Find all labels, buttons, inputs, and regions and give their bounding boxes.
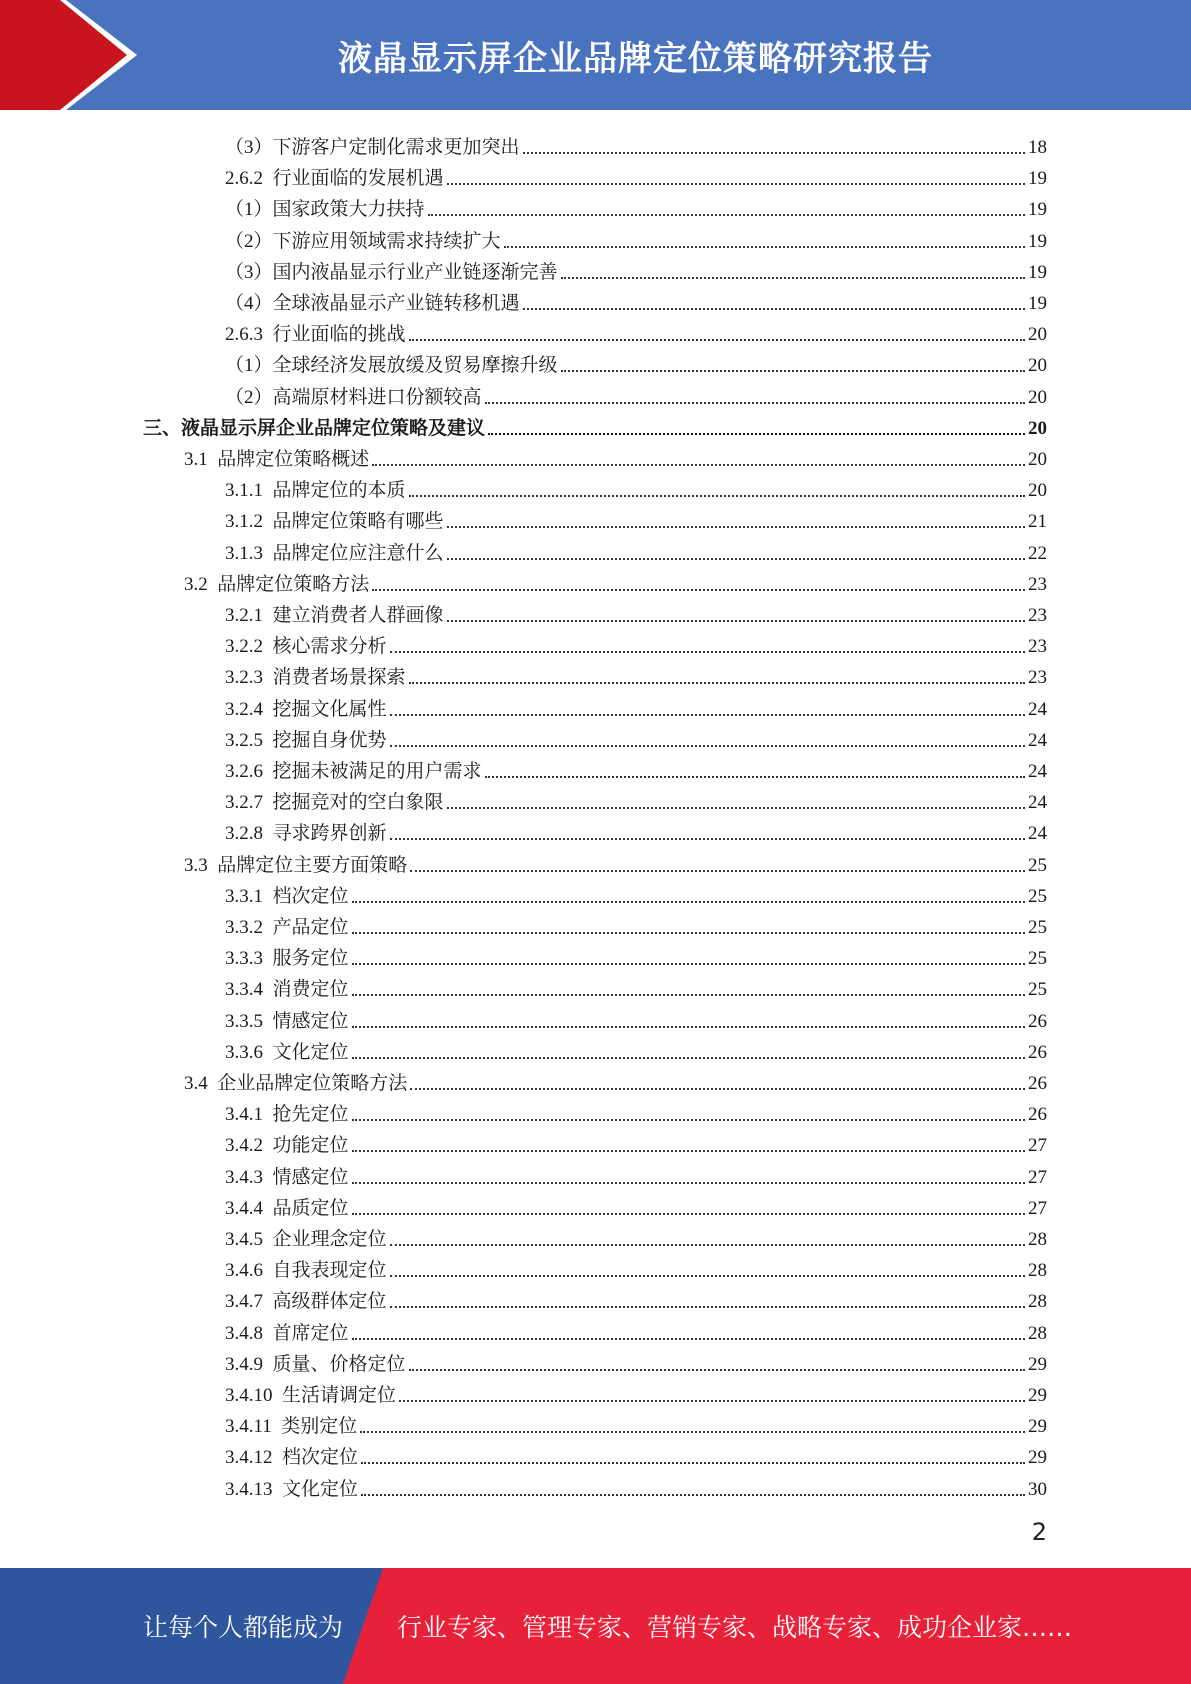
toc-entry-label: 3.2.2 核心需求分析 bbox=[225, 636, 387, 658]
toc-entry[interactable] bbox=[225, 877, 1047, 908]
toc-entry-label: 3.4.6 自我表现定位 bbox=[225, 1260, 387, 1282]
toc-entry-page: 25 bbox=[1028, 979, 1047, 1001]
toc-entry-page: 28 bbox=[1028, 1322, 1047, 1344]
toc-dot-leader bbox=[447, 807, 1025, 809]
toc-entry[interactable] bbox=[225, 658, 1047, 689]
toc-entry-page: 26 bbox=[1028, 1041, 1047, 1063]
toc-entry-label: （3）国内液晶显示行业产业链逐渐完善 bbox=[225, 261, 558, 283]
toc-entry-label: （2）高端原材料进口份额较高 bbox=[225, 386, 482, 408]
toc-entry-page: 24 bbox=[1028, 698, 1047, 720]
toc-entry[interactable] bbox=[225, 1407, 1047, 1438]
footer-slogan-left: 让每个人都能成为 bbox=[143, 1613, 344, 1642]
toc-entry-page: 23 bbox=[1028, 605, 1047, 626]
toc-dot-leader bbox=[488, 433, 1025, 435]
toc-entry-page: 24 bbox=[1028, 823, 1047, 845]
toc-entry[interactable] bbox=[184, 440, 1047, 471]
toc-entry-page: 20 bbox=[1028, 355, 1047, 377]
toc-entry[interactable] bbox=[225, 752, 1047, 783]
toc-entry-label: 3.3.3 服务定位 bbox=[225, 948, 349, 970]
toc-entry-page: 29 bbox=[1028, 1385, 1047, 1406]
toc-entry-label: 2.6.2 行业面临的发展机遇 bbox=[225, 168, 444, 190]
toc-entry-page: 26 bbox=[1028, 1104, 1047, 1126]
toc-dot-leader bbox=[361, 1462, 1025, 1464]
toc-dot-leader bbox=[390, 651, 1025, 653]
toc-entry-page: 19 bbox=[1028, 230, 1047, 252]
toc-dot-leader bbox=[352, 1119, 1025, 1121]
toc-dot-leader bbox=[390, 714, 1025, 716]
toc-entry-page: 19 bbox=[1028, 199, 1047, 221]
toc-entry-page: 24 bbox=[1028, 761, 1047, 782]
toc-dot-leader bbox=[390, 1275, 1025, 1277]
toc-entry-label: 3.4 企业品牌定位策略方法 bbox=[184, 1073, 408, 1094]
toc-entry-label: （1）全球经济发展放缓及贸易摩擦升级 bbox=[225, 355, 558, 377]
toc-entry-label: 3.1.2 品牌定位策略有哪些 bbox=[225, 511, 444, 533]
toc-entry-label: 3.2.8 寻求跨界创新 bbox=[225, 823, 387, 845]
page-number: 2 bbox=[1031, 1518, 1047, 1546]
toc-dot-leader bbox=[352, 1057, 1025, 1059]
toc-dot-leader bbox=[447, 526, 1025, 528]
toc-dot-leader bbox=[485, 402, 1025, 404]
toc-dot-leader bbox=[447, 183, 1025, 185]
toc-dot-leader bbox=[523, 152, 1025, 154]
toc-entry-page: 23 bbox=[1028, 573, 1047, 595]
toc-dot-leader bbox=[372, 589, 1025, 591]
toc-dot-leader bbox=[352, 901, 1025, 903]
toc-entry[interactable] bbox=[225, 1251, 1047, 1282]
toc-entry-page: 20 bbox=[1028, 480, 1047, 502]
toc-entry[interactable] bbox=[225, 721, 1047, 752]
toc-entry-page: 29 bbox=[1028, 1416, 1047, 1438]
toc-entry-label: 3.1.1 品牌定位的本质 bbox=[225, 480, 406, 502]
toc-entry-label: 3.2.4 挖掘文化属性 bbox=[225, 698, 387, 720]
toc-dot-leader bbox=[352, 932, 1025, 934]
toc-dot-leader bbox=[390, 1306, 1025, 1308]
toc-entry-page: 21 bbox=[1028, 511, 1047, 533]
toc-entry-label: 3.2.6 挖掘未被满足的用户需求 bbox=[225, 761, 482, 782]
toc-entry[interactable] bbox=[225, 471, 1047, 502]
toc-entry-label: 3.4.9 质量、价格定位 bbox=[225, 1353, 406, 1375]
toc-entry-label: 3.4.13 文化定位 bbox=[225, 1478, 359, 1500]
toc-entry[interactable] bbox=[225, 814, 1047, 845]
toc-dot-leader bbox=[447, 558, 1025, 560]
red-chevron-icon bbox=[0, 0, 150, 110]
toc-entry[interactable] bbox=[225, 1158, 1047, 1189]
toc-entry[interactable] bbox=[225, 1033, 1047, 1064]
toc-entry[interactable] bbox=[225, 690, 1047, 721]
toc-entry-label: 3.4.2 功能定位 bbox=[225, 1135, 349, 1157]
toc-entry-page: 25 bbox=[1028, 854, 1047, 876]
toc-dot-leader bbox=[409, 682, 1025, 684]
toc-dot-leader bbox=[561, 370, 1025, 372]
toc-entry[interactable] bbox=[225, 1314, 1047, 1345]
toc-dot-leader bbox=[352, 963, 1025, 965]
toc-entry-label: （2）下游应用领域需求持续扩大 bbox=[225, 230, 501, 252]
toc-dot-leader bbox=[352, 1150, 1025, 1152]
toc-entry-label: 3.3.6 文化定位 bbox=[225, 1041, 349, 1063]
toc-entry-label: 3.4.11 类别定位 bbox=[225, 1416, 358, 1438]
toc-entry[interactable] bbox=[225, 284, 1047, 315]
toc-entry-label: 3.3 品牌定位主要方面策略 bbox=[184, 854, 408, 876]
toc-dot-leader bbox=[399, 1400, 1025, 1402]
toc-entry-page: 27 bbox=[1028, 1135, 1047, 1157]
toc-dot-leader bbox=[352, 994, 1025, 996]
toc-dot-leader bbox=[352, 1182, 1025, 1184]
toc-entry-page: 24 bbox=[1028, 792, 1047, 814]
toc-entry[interactable] bbox=[225, 346, 1047, 377]
toc-dot-leader bbox=[390, 1244, 1025, 1246]
toc-dot-leader bbox=[352, 1026, 1025, 1028]
toc-entry[interactable] bbox=[225, 1470, 1047, 1501]
toc-entry[interactable] bbox=[225, 939, 1047, 970]
toc-entry[interactable] bbox=[143, 409, 1047, 440]
toc-entry-label: 3.3.2 产品定位 bbox=[225, 917, 349, 938]
toc-entry-page: 20 bbox=[1028, 386, 1047, 408]
toc-entry-label: 3.4.8 首席定位 bbox=[225, 1322, 349, 1344]
toc-entry-label: 3.4.1 抢先定位 bbox=[225, 1104, 349, 1126]
toc-dot-leader bbox=[485, 776, 1025, 778]
toc-entry-page: 19 bbox=[1028, 293, 1047, 314]
toc-entry-page: 19 bbox=[1028, 261, 1047, 283]
toc-dot-leader bbox=[523, 308, 1025, 310]
toc-dot-leader bbox=[409, 495, 1025, 497]
toc-entry-label: 3.3.5 情感定位 bbox=[225, 1010, 349, 1032]
toc-entry-label: 3.2.3 消费者场景探索 bbox=[225, 667, 406, 689]
toc-entry-page: 25 bbox=[1028, 885, 1047, 907]
toc-dot-leader bbox=[390, 838, 1025, 840]
toc-entry-label: （3）下游客户定制化需求更加突出 bbox=[225, 137, 520, 158]
footer-banner bbox=[0, 1568, 1191, 1684]
toc-entry[interactable] bbox=[225, 596, 1047, 627]
toc-entry[interactable] bbox=[225, 159, 1047, 190]
toc-entry[interactable] bbox=[225, 378, 1047, 409]
toc-entry-label: 三、液晶显示屏企业品牌定位策略及建议 bbox=[143, 417, 486, 439]
toc-dot-leader bbox=[504, 246, 1025, 248]
toc-entry-page: 27 bbox=[1028, 1166, 1047, 1188]
toc-entry-page: 25 bbox=[1028, 917, 1047, 938]
toc-entry[interactable] bbox=[225, 534, 1047, 565]
toc-entry[interactable] bbox=[225, 908, 1047, 939]
toc-entry-page: 19 bbox=[1028, 168, 1047, 190]
toc-entry[interactable] bbox=[225, 1438, 1047, 1469]
toc-dot-leader bbox=[409, 1369, 1025, 1371]
toc-entry[interactable] bbox=[225, 253, 1047, 284]
toc-entry-page: 23 bbox=[1028, 636, 1047, 658]
toc-dot-leader bbox=[360, 1431, 1025, 1433]
toc-dot-leader bbox=[447, 620, 1025, 622]
toc-entry-page: 28 bbox=[1028, 1291, 1047, 1313]
toc-entry-page: 26 bbox=[1028, 1010, 1047, 1032]
toc-dot-leader bbox=[352, 1338, 1025, 1340]
toc-dot-leader bbox=[561, 277, 1025, 279]
toc-entry-page: 20 bbox=[1028, 417, 1047, 439]
toc-entry[interactable] bbox=[225, 1189, 1047, 1220]
toc-entry[interactable] bbox=[225, 128, 1047, 159]
toc-entry[interactable] bbox=[184, 1064, 1047, 1095]
toc-entry-page: 29 bbox=[1028, 1353, 1047, 1375]
toc-entry-label: 3.4.10 生活请调定位 bbox=[225, 1385, 397, 1406]
toc-entry-page: 18 bbox=[1028, 137, 1047, 158]
toc-entry-page: 26 bbox=[1028, 1073, 1047, 1094]
toc-entry-page: 20 bbox=[1028, 324, 1047, 346]
toc-entry-label: 2.6.3 行业面临的挑战 bbox=[225, 324, 406, 346]
toc-entry-label: 3.4.5 企业理念定位 bbox=[225, 1229, 387, 1250]
toc-entry[interactable] bbox=[225, 627, 1047, 658]
toc-entry-label: 3.3.1 档次定位 bbox=[225, 885, 349, 907]
toc-dot-leader bbox=[409, 339, 1025, 341]
toc-dot-leader bbox=[428, 214, 1025, 216]
toc-entry-page: 25 bbox=[1028, 948, 1047, 970]
toc-dot-leader bbox=[372, 464, 1025, 466]
toc-entry[interactable] bbox=[184, 565, 1047, 596]
toc-entry-label: 3.4.4 品质定位 bbox=[225, 1197, 349, 1219]
toc-entry-page: 30 bbox=[1028, 1478, 1047, 1500]
toc-dot-leader bbox=[390, 745, 1025, 747]
toc-dot-leader bbox=[410, 1088, 1025, 1090]
toc-entry[interactable] bbox=[225, 1220, 1047, 1251]
toc-entry-label: 3.2.5 挖掘自身优势 bbox=[225, 729, 387, 751]
toc-entry[interactable] bbox=[225, 1126, 1047, 1157]
toc-entry[interactable] bbox=[225, 315, 1047, 346]
toc-dot-leader bbox=[361, 1494, 1025, 1496]
toc-entry-label: （4）全球液晶显示产业链转移机遇 bbox=[225, 293, 520, 314]
toc-entry-label: 3.4.3 情感定位 bbox=[225, 1166, 349, 1188]
toc-entry[interactable] bbox=[184, 846, 1047, 877]
report-header bbox=[0, 0, 1191, 110]
toc-entry-page: 27 bbox=[1028, 1197, 1047, 1219]
toc-entry[interactable] bbox=[225, 783, 1047, 814]
toc-entry[interactable] bbox=[225, 970, 1047, 1001]
toc-entry-label: 3.4.7 高级群体定位 bbox=[225, 1291, 387, 1313]
toc-entry-page: 29 bbox=[1028, 1447, 1047, 1469]
toc-entry-label: （1）国家政策大力扶持 bbox=[225, 199, 425, 221]
toc-entry[interactable] bbox=[225, 1095, 1047, 1126]
toc-entry-label: 3.4.12 档次定位 bbox=[225, 1447, 359, 1469]
toc-entry-label: 3.3.4 消费定位 bbox=[225, 979, 349, 1001]
toc-dot-leader bbox=[410, 870, 1025, 872]
toc-entry-page: 28 bbox=[1028, 1260, 1047, 1282]
toc-entry[interactable] bbox=[225, 190, 1047, 221]
footer-slogan-right: 行业专家、管理专家、营销专家、战略专家、成功企业家…… bbox=[397, 1613, 1073, 1642]
toc-entry-label: 3.2 品牌定位策略方法 bbox=[184, 573, 370, 595]
toc-entry-page: 20 bbox=[1028, 449, 1047, 470]
toc-entry[interactable] bbox=[225, 1376, 1047, 1407]
toc-entry-label: 3.2.1 建立消费者人群画像 bbox=[225, 605, 444, 626]
report-title: 液晶显示屏企业品牌定位策略研究报告 bbox=[338, 38, 933, 79]
toc-dot-leader bbox=[352, 1213, 1025, 1215]
toc-entry-label: 3.1 品牌定位策略概述 bbox=[184, 449, 370, 470]
toc-entry-page: 24 bbox=[1028, 729, 1047, 751]
toc-entry[interactable] bbox=[225, 222, 1047, 253]
toc-entry[interactable] bbox=[225, 1002, 1047, 1033]
toc-entry[interactable] bbox=[225, 1345, 1047, 1376]
toc-entry-page: 28 bbox=[1028, 1229, 1047, 1250]
toc-entry-page: 23 bbox=[1028, 667, 1047, 689]
toc-entry[interactable] bbox=[225, 1282, 1047, 1313]
toc-entry-label: 3.1.3 品牌定位应注意什么 bbox=[225, 542, 444, 564]
toc-entry-page: 22 bbox=[1028, 542, 1047, 564]
toc-entry-label: 3.2.7 挖掘竞对的空白象限 bbox=[225, 792, 444, 814]
toc-entry[interactable] bbox=[225, 502, 1047, 533]
